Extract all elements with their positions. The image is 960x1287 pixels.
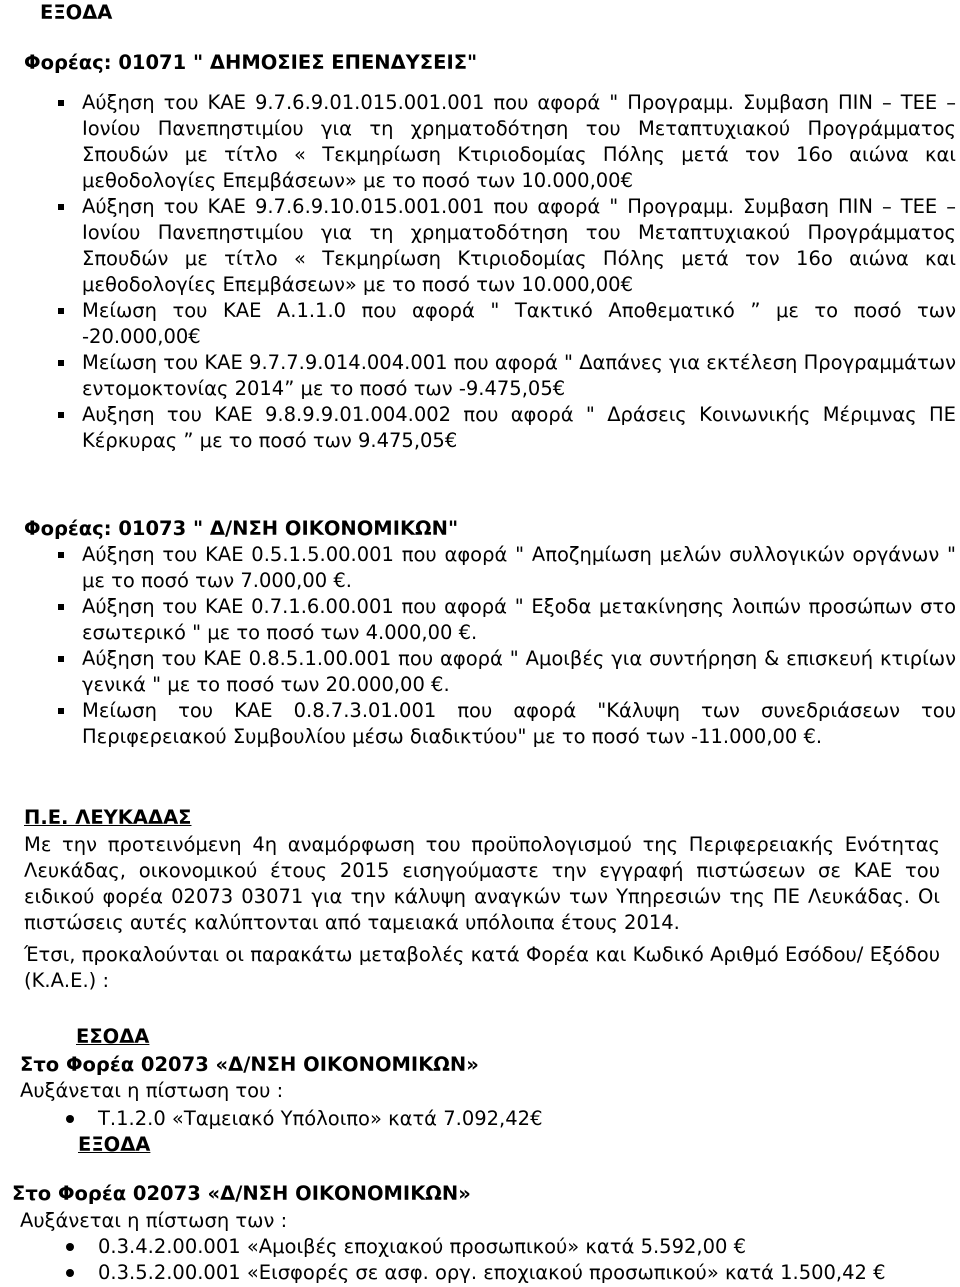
pe-paragraph-2: Έτσι, προκαλούνται οι παρακάτω μεταβολές κατά Φορέα και Κωδικό Αριθμό Εσόδου/ Εξόδου (Κ.Α.Ε.) : [24, 943, 940, 992]
pe-paragraph-1: Με την προτεινόμενη 4η αναμόρφωση του προϋπολογισμού της Περιφερειακής Ενότητας Λευκάδας, οικονομικού έτους 2015 εισηγούμαστε την εγγραφή πιστώσεων σε ΚΑΕ του ειδικού φορέα 02073 03071 για την κάλυψη αναγκών των Υπηρεσιών της ΠΕ Λευκάδας. Οι πιστώσεις αυτές καλύπτονται από ταμειακά υπόλοιπα έτους 2014. [24, 833, 940, 934]
foreas-01073-title: Φορέας: 01073 " Δ/ΝΣΗ ΟΙΚΟΝΟΜΙΚΩΝ" [24, 517, 459, 540]
list-item [60, 1260, 940, 1286]
exoda-list [60, 1234, 940, 1286]
esoda-heading: ΕΣΟΔΑ [76, 1025, 150, 1048]
list-item [58, 402, 956, 454]
list-item-text: Μείωση του ΚΑΕ 0.8.7.3.01.001 που αφορά "Κάλυψη των συνεδριάσεων του Περιφερειακού Συμβουλίου μέσω διαδικτύου" με το ποσό των -11.000,00 €. [82, 699, 956, 748]
exoda-foreas: Στο Φορέα 02073 «Δ/ΝΣΗ ΟΙΚΟΝΟΜΙΚΩΝ» [12, 1182, 471, 1205]
list-item-text: Αύξηση του ΚΑΕ 0.8.5.1.00.001 που αφορά " Αμοιβές για συντήρηση & επισκευή κτιρίων γενικά " με το ποσό των 20.000,00 €. [82, 647, 956, 696]
list-item-text: Μείωση του ΚΑΕ 9.7.7.9.014.004.001 που αφορά " Δαπάνες για εκτέλεση Προγραμμάτων εντομοκτονίας 2014” με το ποσό των -9.475,05€ [82, 351, 956, 400]
list-item-text: Αύξηση του ΚΑΕ 9.7.6.9.01.015.001.001 που αφορά " Προγραμμ. Συμβαση ΠΙΝ – ΤΕΕ – Ιονίου Πανεπηστιμίου για τη χρηματοδότηση του Μεταπτυχιακού Προγράμματος Σπουδών με τίτλο « Τεκμηρίωση Κτιριοδομίας Πόλης μετά τον 16ο αιώνα και μεθοδολογίες Επεμβάσεων» με το ποσό των 10.000,00€ [82, 91, 956, 192]
list-item-text: Αυξηση του ΚΑΕ 9.8.9.9.01.004.002 που αφορά " Δράσεις Κοινωνικής Μέριμνας ΠΕ Κέρκυρας ” με το ποσό των 9.475,05€ [82, 403, 956, 452]
list-item [58, 542, 956, 594]
list-item [58, 698, 956, 750]
list-item [58, 298, 956, 350]
esoda-foreas: Στο Φορέα 02073 «Δ/ΝΣΗ ΟΙΚΟΝΟΜΙΚΩΝ» [20, 1053, 479, 1076]
list-item-text: 0.3.4.2.00.001 «Αμοιβές εποχιακού προσωπικού» κατά 5.592,00 € [98, 1235, 747, 1258]
exoda-subheading: Αυξάνεται η πίστωση των : [20, 1209, 288, 1232]
list-item [58, 194, 956, 298]
foreas-01073-list [58, 542, 956, 750]
list-item [60, 1234, 940, 1260]
list-item-text: Αύξηση του ΚΑΕ 9.7.6.9.10.015.001.001 που αφορά " Προγραμμ. Συμβαση ΠΙΝ – ΤΕΕ – Ιονίου Πανεπηστιμίου για τη χρηματοδότηση του Μεταπτυχιακού Προγράμματος Σπουδών με τίτλο « Τεκμηρίωση Κτιριοδομίας Πόλης μετά τον 16ο αιώνα και μεθοδολογίες Επεμβάσεων» με το ποσό των 10.000,00€ [82, 195, 956, 296]
list-item-text: Τ.1.2.0 «Ταμειακό Υπόλοιπο» κατά 7.092,42€ [98, 1107, 543, 1130]
list-item-text: 0.3.5.2.00.001 «Εισφορές σε ασφ. οργ. εποχιακού προσωπικού» κατά 1.500,42 € [98, 1261, 886, 1284]
list-item [58, 350, 956, 402]
foreas-01071-list [58, 90, 956, 454]
list-item [58, 90, 956, 194]
section-heading-exoda: ΕΞΟΔΑ [40, 1, 113, 24]
list-item-text: Αύξηση του ΚΑΕ 0.7.1.6.00.001 που αφορά " Εξοδα μετακίνησης λοιπών προσώπων στο εσωτερικό " με το ποσό των 4.000,00 €. [82, 595, 956, 644]
list-item [58, 646, 956, 698]
list-item-text: Μείωση του ΚΑΕ Α.1.1.0 που αφορά " Τακτικό Αποθεματικό ” με το ποσό των -20.000,00€ [82, 299, 956, 348]
list-item-text: Αύξηση του ΚΑΕ 0.5.1.5.00.001 που αφορά " Αποζημίωση μελών συλλογικών οργάνων " με το ποσό των 7.000,00 €. [82, 543, 956, 592]
esoda-list [60, 1106, 940, 1132]
esoda-subheading: Αυξάνεται η πίστωση του : [20, 1079, 284, 1102]
exoda-heading: ΕΞΟΔΑ [78, 1133, 151, 1156]
list-item [58, 594, 956, 646]
list-item [60, 1106, 940, 1132]
foreas-01071-title: Φορέας: 01071 " ΔΗΜΟΣΙΕΣ ΕΠΕΝΔΥΣΕΙΣ" [24, 51, 478, 74]
pe-lefkadas-title: Π.Ε. ΛΕΥΚΑΔΑΣ [24, 806, 192, 829]
